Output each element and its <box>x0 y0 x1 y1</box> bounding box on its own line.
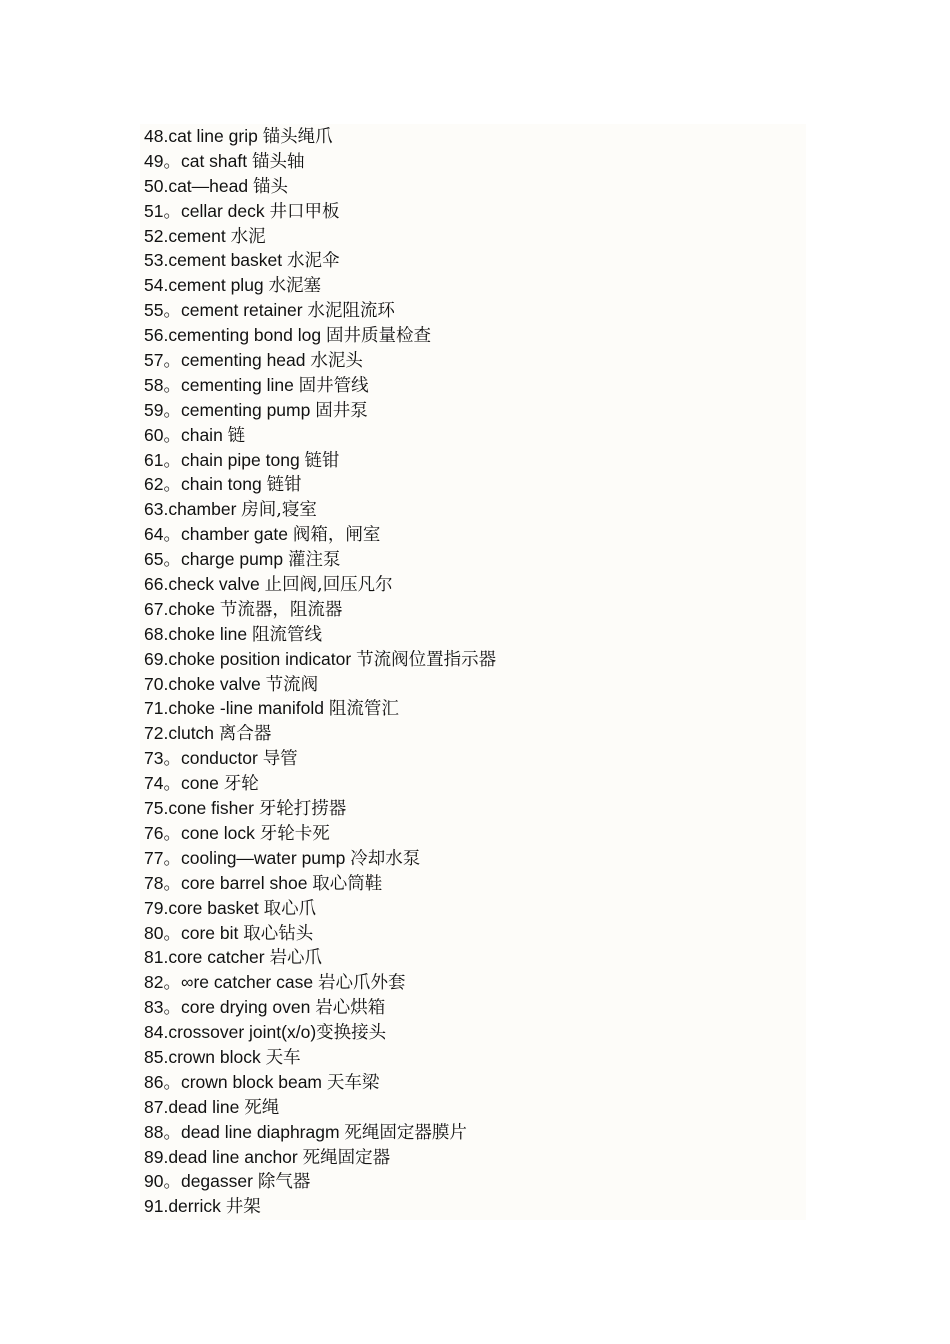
glossary-entry <box>144 547 496 572</box>
entry-chinese-term: 牙轮打捞器 <box>258 799 347 820</box>
entry-chinese-term: 节流器，阻流器 <box>219 599 343 620</box>
entry-english-term: 49。cat shaft <box>144 150 252 171</box>
entry-chinese-term: 水泥伞 <box>287 251 340 272</box>
entry-chinese-term: 岩心爪外套 <box>317 973 406 994</box>
entry-english-term: 91.derrick <box>144 1196 226 1217</box>
entry-english-term: 66.check valve <box>144 574 265 595</box>
entry-chinese-term: 除气器 <box>257 1172 311 1193</box>
glossary-entry <box>144 398 496 423</box>
entry-chinese-term: 锚头绳爪 <box>262 127 333 147</box>
glossary-entry <box>144 522 496 547</box>
glossary-entry <box>144 348 496 373</box>
entry-english-term: 73。conductor <box>144 748 263 769</box>
entry-chinese-term: 天车梁 <box>326 1072 380 1093</box>
entry-english-term: 60。chain <box>144 424 228 445</box>
entry-chinese-term: 死绳固定器膜片 <box>344 1122 467 1143</box>
glossary-entry <box>144 174 496 199</box>
entry-english-term: 53.cement basket <box>144 250 287 271</box>
entry-english-term: 89.dead line anchor <box>144 1146 303 1167</box>
entry-english-term: 64。chamber gate <box>144 524 293 545</box>
entry-chinese-term: 链 <box>227 425 246 446</box>
entry-chinese-term: 锚头 <box>252 176 288 197</box>
entry-chinese-term: 岩心烘箱 <box>315 998 386 1019</box>
glossary-entry <box>144 1120 496 1145</box>
entry-english-term: 69.choke position indicator <box>144 648 357 669</box>
entry-chinese-term: 井架 <box>225 1197 261 1218</box>
entry-chinese-term: 水泥头 <box>310 351 363 372</box>
glossary-entry <box>144 248 496 273</box>
entry-chinese-term: 取心筒鞋 <box>312 873 383 894</box>
entry-chinese-term: 节流阀 <box>265 674 319 695</box>
glossary-entry <box>144 995 496 1020</box>
entry-chinese-term: 死绳 <box>244 1097 280 1118</box>
entry-chinese-term: 固井质量检查 <box>325 326 431 347</box>
glossary-entry <box>144 373 496 398</box>
glossary-entry <box>144 472 496 497</box>
entry-english-term: 79.core basket <box>144 897 264 918</box>
entry-chinese-term: 节流阀位置指示器 <box>356 649 497 670</box>
entry-english-term: 62。chain tong <box>144 474 267 495</box>
glossary-entry <box>144 323 496 348</box>
entry-english-term: 90。degasser <box>144 1171 258 1192</box>
entry-chinese-term: 天车 <box>265 1047 301 1068</box>
entry-chinese-term: 死绳固定器 <box>302 1147 391 1168</box>
entry-english-term: 65。charge pump <box>144 549 288 570</box>
entry-chinese-term: 链钳 <box>304 450 340 471</box>
glossary-entry <box>144 199 496 224</box>
glossary-entry <box>144 896 496 921</box>
entry-chinese-term: 离合器 <box>218 724 272 745</box>
glossary-entry <box>144 1169 496 1194</box>
entry-chinese-term: 固井泵 <box>315 400 368 421</box>
entry-chinese-term: 岩心爪 <box>269 948 322 969</box>
glossary-entry <box>144 721 496 746</box>
entry-english-term: 71.choke -line manifold <box>144 698 329 719</box>
entry-english-term: 74。cone <box>144 773 224 794</box>
entry-chinese-term: 锚头轴 <box>251 151 305 172</box>
glossary-entry <box>144 597 496 622</box>
entry-english-term: 68.choke line <box>144 623 252 644</box>
glossary-entry <box>144 1020 496 1045</box>
entry-english-term: 78。core barrel shoe <box>144 872 313 893</box>
glossary-list <box>144 124 496 1219</box>
glossary-entry <box>144 696 496 721</box>
entry-english-term: 58。cementing line <box>144 374 299 395</box>
glossary-entry <box>144 647 496 672</box>
glossary-entry <box>144 1194 496 1219</box>
entry-english-term: 83。core drying oven <box>144 997 316 1018</box>
entry-chinese-term: 灌注泵 <box>287 550 341 571</box>
entry-english-term: 88。dead line diaphragm <box>144 1121 345 1142</box>
entry-chinese-term: 导管 <box>262 749 298 770</box>
entry-chinese-term: 取心钻头 <box>243 923 314 944</box>
entry-english-term: 63.chamber <box>144 499 242 520</box>
glossary-entry <box>144 572 496 597</box>
entry-english-term: 48.cat line grip <box>144 126 263 146</box>
entry-chinese-term: 水泥阻流环 <box>307 301 395 322</box>
entry-chinese-term: 水泥 <box>230 226 266 247</box>
glossary-entry <box>144 846 496 871</box>
glossary-entry <box>144 1045 496 1070</box>
glossary-entry <box>144 1070 496 1095</box>
entry-english-term: 85.crown block <box>144 1046 266 1067</box>
entry-english-term: 82。∞re catcher case <box>144 972 318 993</box>
entry-english-term: 50.cat—head <box>144 175 253 196</box>
glossary-entry <box>144 423 496 448</box>
entry-chinese-term: 水泥塞 <box>268 276 322 297</box>
entry-english-term: 70.choke valve <box>144 673 266 694</box>
entry-english-term: 77。cooling—water pump <box>144 847 351 868</box>
entry-chinese-term: 止回阀,回压凡尔 <box>264 575 393 596</box>
entry-english-term: 86。crown block beam <box>144 1071 327 1092</box>
glossary-entry <box>144 124 496 149</box>
entry-english-term: 76。cone lock <box>144 822 260 843</box>
glossary-entry <box>144 1145 496 1170</box>
glossary-entry <box>144 273 496 298</box>
entry-chinese-term: 阻流管汇 <box>328 699 399 720</box>
glossary-entry <box>144 298 496 323</box>
glossary-entry <box>144 821 496 846</box>
entry-chinese-term: 房间,寝室 <box>241 500 317 521</box>
entry-chinese-term: 冷却水泵 <box>350 848 421 869</box>
entry-english-term: 67.choke <box>144 598 220 619</box>
entry-english-term: 84.crossover joint(x/o) <box>144 1022 317 1043</box>
entry-chinese-term: 变换接头 <box>316 1023 387 1044</box>
entry-chinese-term: 牙轮卡死 <box>259 823 330 844</box>
glossary-entry <box>144 771 496 796</box>
glossary-entry <box>144 871 496 896</box>
entry-english-term: 75.cone fisher <box>144 798 259 819</box>
entry-chinese-term: 固井管线 <box>298 375 369 396</box>
glossary-entry <box>144 945 496 970</box>
entry-english-term: 51。cellar deck <box>144 200 270 221</box>
entry-english-term: 57。cementing head <box>144 350 311 371</box>
entry-chinese-term: 井口甲板 <box>269 201 340 222</box>
glossary-entry <box>144 970 496 995</box>
entry-english-term: 55。cement retainer <box>144 300 308 321</box>
entry-chinese-term: 阻流管线 <box>252 624 322 645</box>
glossary-entry <box>144 1095 496 1120</box>
glossary-entry <box>144 448 496 473</box>
glossary-entry <box>144 622 496 647</box>
entry-english-term: 54.cement plug <box>144 275 269 296</box>
glossary-entry <box>144 672 496 697</box>
glossary-entry <box>144 746 496 771</box>
glossary-entry <box>144 149 496 174</box>
entry-chinese-term: 链钳 <box>266 475 302 496</box>
entry-english-term: 81.core catcher <box>144 947 270 968</box>
glossary-entry <box>144 921 496 946</box>
glossary-entry <box>144 497 496 522</box>
entry-chinese-term: 牙轮 <box>223 774 259 795</box>
entry-english-term: 72.clutch <box>144 723 219 744</box>
entry-english-term: 80。core bit <box>144 922 244 943</box>
entry-english-term: 87.dead line <box>144 1096 245 1117</box>
entry-chinese-term: 取心爪 <box>263 898 317 919</box>
entry-chinese-term: 阀箱，闸室 <box>292 525 381 546</box>
entry-english-term: 61。chain pipe tong <box>144 449 305 470</box>
entry-english-term: 56.cementing bond log <box>144 325 326 346</box>
entry-english-term: 52.cement <box>144 225 231 246</box>
glossary-entry <box>144 224 496 249</box>
glossary-entry <box>144 796 496 821</box>
entry-english-term: 59。cementing pump <box>144 399 316 420</box>
